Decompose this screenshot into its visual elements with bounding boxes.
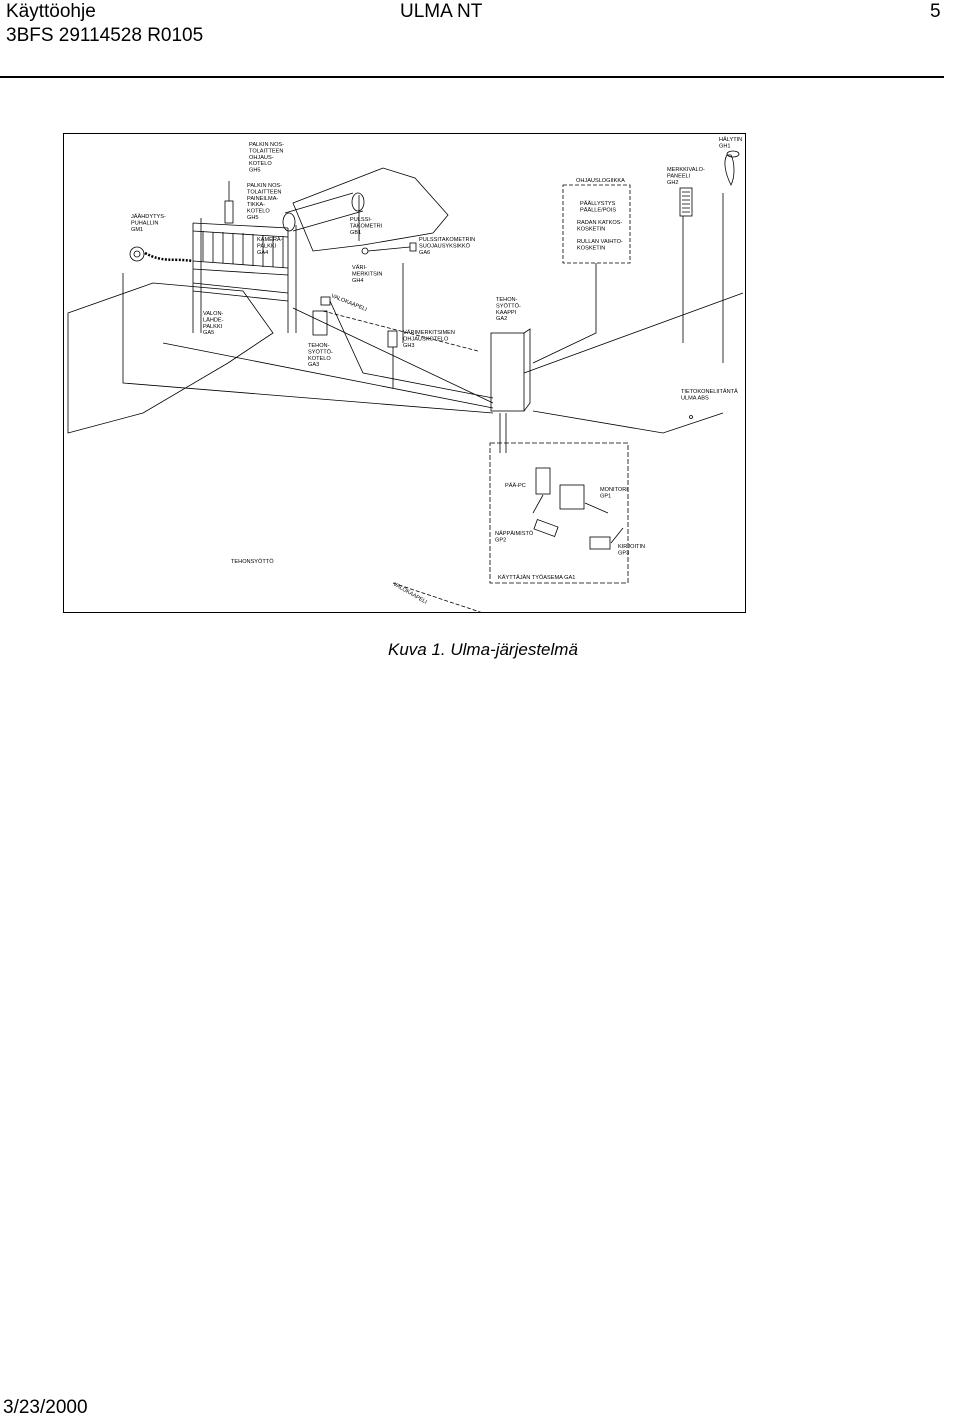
beam-control-box xyxy=(225,201,233,223)
document-code: 3BFS 29114528 R0105 xyxy=(6,25,204,46)
label-line: KAAPPI xyxy=(496,309,517,316)
label-line: PÄÄ-PC xyxy=(505,483,526,489)
label-line: VALON- xyxy=(203,311,224,317)
label-marker-control-box xyxy=(403,329,455,349)
label-line: TIKKA- xyxy=(247,202,266,209)
label-camera-beam xyxy=(257,237,283,256)
label-alarm xyxy=(719,136,742,149)
label-line: OHJAUSLOGIIKKA xyxy=(576,178,625,184)
label-fibre-cable-lower xyxy=(392,582,428,606)
label-line: GA5 xyxy=(203,330,215,337)
label-line: VÄRIMERKITSIMEN xyxy=(403,330,455,336)
label-line: TEHONSYÖTTÖ xyxy=(231,559,274,565)
label-line: KÄYTTÄJÄN TYÖASEMA GA1 xyxy=(498,575,576,581)
label-operator-workstation xyxy=(498,574,575,581)
label-line: KAMERA- xyxy=(257,237,283,243)
label-line: KOSKETIN xyxy=(577,245,606,252)
product-name: ULMA NT xyxy=(400,1,483,22)
label-line: PALKKI xyxy=(257,243,277,250)
label-line: KIRJOITIN xyxy=(618,544,646,550)
system-diagram xyxy=(63,133,746,613)
header-rule xyxy=(0,76,944,78)
label-line: MONITORI xyxy=(600,487,628,493)
label-keyboard xyxy=(495,530,534,543)
label-line: KOSKETIN xyxy=(577,226,606,233)
label-power-supply-box xyxy=(308,343,333,368)
label-line: GH5 xyxy=(247,215,259,221)
label-line: KOTELO xyxy=(308,355,331,362)
label-line: VÄRI- xyxy=(352,265,367,271)
diagram-labels xyxy=(131,136,742,606)
keyboard xyxy=(534,520,558,537)
label-line: SUOJAUSYKSIKKÖ xyxy=(419,243,470,250)
label-line: PUHALLIN xyxy=(131,220,159,227)
label-line: KOTELO xyxy=(249,161,272,168)
label-line: LÄHDE- xyxy=(203,317,224,324)
label-beam-control-box xyxy=(249,142,284,174)
cooling-hose xyxy=(145,253,193,261)
label-cooling-fan xyxy=(131,213,166,233)
alarm-horn xyxy=(725,155,734,185)
label-line: GH5 xyxy=(249,167,261,174)
label-computer-interface xyxy=(681,388,738,401)
label-line: VALOKAAPELI xyxy=(392,581,428,606)
paper-web-lower xyxy=(68,283,273,433)
computer-interface-connector xyxy=(690,416,693,419)
label-line: PALKKI xyxy=(203,323,223,330)
label-line: GM1 xyxy=(131,226,144,233)
page-number: 5 xyxy=(930,1,941,22)
label-pulse-tachometer xyxy=(350,217,383,236)
label-indicator-panel xyxy=(667,167,705,186)
label-colour-marker xyxy=(352,264,382,284)
label-line: GB1 xyxy=(350,229,362,236)
label-line: PAINEILMA- xyxy=(247,195,279,202)
label-line: GP2 xyxy=(495,537,507,544)
label-line: GH1 xyxy=(719,143,731,150)
label-line: GH2 xyxy=(667,179,679,186)
label-line: TEHON- xyxy=(308,343,330,349)
label-line: GA4 xyxy=(257,249,269,256)
label-line: NÄPPÄIMISTÖ xyxy=(495,531,534,537)
label-printer xyxy=(618,544,645,556)
label-roll-change-contact xyxy=(577,239,623,251)
label-light-source-beam xyxy=(203,311,224,336)
label-line: GH4 xyxy=(352,277,364,284)
label-line: MERKKIVALO- xyxy=(667,167,705,173)
label-main-pc xyxy=(505,482,526,489)
label-line: GA6 xyxy=(419,249,431,256)
label-line: GP3 xyxy=(618,550,630,557)
label-power-feed xyxy=(231,558,274,565)
label-line: TAKOMETRI xyxy=(350,223,383,230)
label-tacho-protection xyxy=(419,237,475,256)
marker-control-box xyxy=(388,331,397,347)
document-type: Käyttöohje xyxy=(6,1,96,22)
label-line: SYÖTTÖ- xyxy=(496,303,521,310)
label-line: PULSSI- xyxy=(350,217,372,223)
label-line: TOLAITTEEN xyxy=(247,189,282,196)
label-beam-pneumatic-box xyxy=(247,183,282,221)
colour-marker xyxy=(321,297,330,305)
label-line: KOTELO xyxy=(247,208,270,215)
label-coating-switch xyxy=(580,200,616,213)
label-line: OHJAUS- xyxy=(249,154,274,161)
label-monitor xyxy=(600,487,628,499)
label-line: MERKITSIN xyxy=(352,271,383,278)
label-line: PALKIN NOS- xyxy=(247,183,283,189)
label-line: HÄLYTIN xyxy=(719,137,743,143)
label-line: OHJAUSKOTELO xyxy=(403,336,449,343)
label-line: RULLAN VAIHTO- xyxy=(577,239,623,245)
label-line: GA3 xyxy=(308,362,320,369)
label-line: TOLAITTEEN xyxy=(249,148,284,155)
label-line: VALOKAAPELI xyxy=(330,293,368,314)
printer xyxy=(590,537,610,549)
label-line: GH3 xyxy=(403,342,415,349)
label-fibre-cable-upper xyxy=(330,293,368,313)
label-line: TEHON- xyxy=(496,297,518,303)
label-line: RADAN KATKOS- xyxy=(577,220,623,226)
figure-caption: Kuva 1. Ulma-järjestelmä xyxy=(388,640,578,659)
label-line: SYÖTTÖ- xyxy=(308,349,333,356)
footer-date: 3/23/2000 xyxy=(3,1397,88,1418)
label-web-break-contact xyxy=(577,220,622,232)
label-power-cabinet xyxy=(496,297,521,322)
cooling-fan xyxy=(130,247,144,261)
label-line: PANEELI xyxy=(667,173,691,180)
label-line: GA2 xyxy=(496,316,508,323)
label-line: PULSSITAKOMETRIN xyxy=(419,237,476,243)
label-line: GP1 xyxy=(600,493,612,500)
monitor xyxy=(560,485,584,509)
label-line: PÄÄLLYSTYS xyxy=(580,201,616,207)
label-line: TIETOKONELIITÄNTÄ xyxy=(681,389,738,395)
tacho-protection-unit xyxy=(410,243,416,251)
label-line: JÄÄHDYTYS- xyxy=(131,214,166,220)
power-cabinet xyxy=(491,333,524,411)
label-line: PÄÄLLE/POIS xyxy=(580,207,617,214)
label-line: ULMA ABS xyxy=(681,395,709,402)
main-pc xyxy=(536,468,550,494)
label-line: PALKIN NOS- xyxy=(249,142,285,148)
label-control-logic xyxy=(576,178,625,184)
